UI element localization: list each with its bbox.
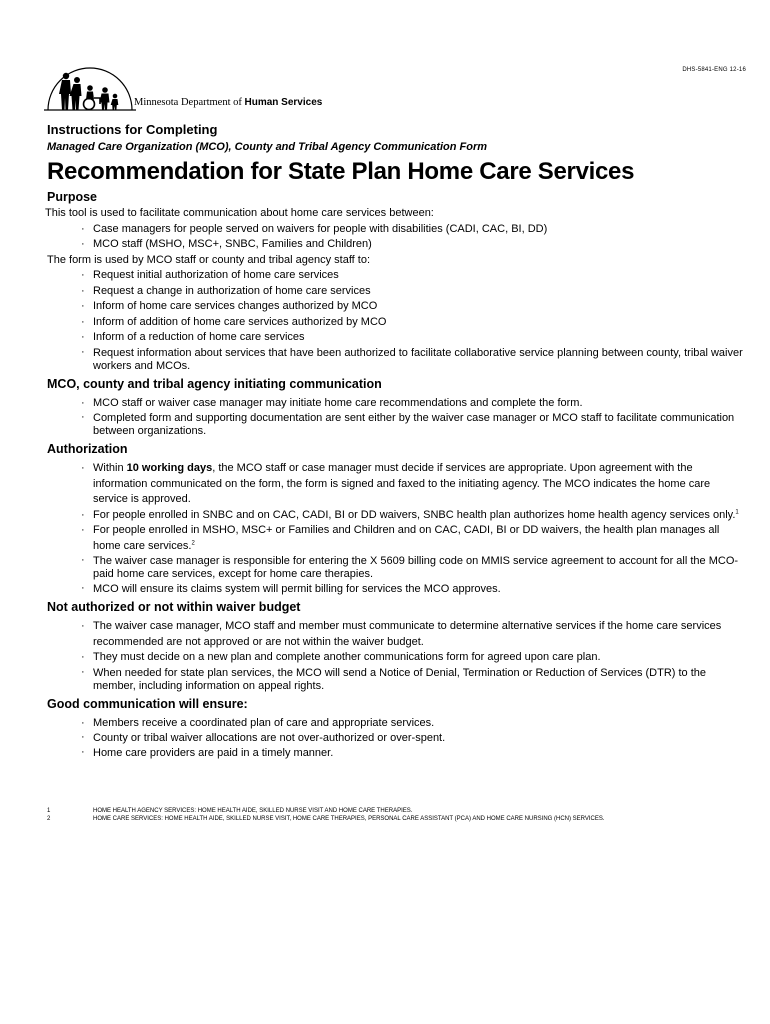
agency-name: Minnesota Department of Human Services — [134, 97, 323, 108]
list-item: · Inform of a reduction of home care services — [81, 330, 747, 346]
list-item: · Members receive a coordinated plan of care and appropriate services. — [81, 716, 747, 732]
list-item: · Within 10 working days, the MCO staff or case manager must decide if services are appropriate. Upon agreement with the information communicated on the form, the form is signed and faxed to the initiating agency. The MCO indicates the home care service is approved. — [81, 461, 747, 508]
list-item: · Request initial authorization of home care services — [81, 268, 747, 284]
purpose-intro: This tool is used to facilitate communication about home care services between: — [45, 207, 434, 219]
list-item: · They must decide on a new plan and complete another communications form for agreed upon care plan. — [81, 650, 747, 666]
list-item: · Inform of addition of home care services authorized by MCO — [81, 315, 747, 331]
footnotes — [47, 807, 747, 823]
not-authorized-list — [47, 619, 747, 694]
family-silhouette-icon — [44, 66, 136, 114]
list-item: · Completed form and supporting documentation are sent either by the waiver case manager or MCO staff to facilitate communication between organizations. — [81, 411, 747, 439]
list-item: · For people enrolled in MSHO, MSC+ or Families and Children and on CAC, CADI, BI or DD waivers, the health plan manages all home care services.$^2$ — [81, 523, 747, 554]
instructions-heading: Instructions for Completing — [47, 122, 218, 137]
initiating-list — [47, 396, 747, 440]
not-authorized-heading: Not authorized or not within waiver budget — [47, 600, 301, 614]
authorization-heading: Authorization — [47, 442, 128, 456]
list-item: · The waiver case manager is responsible for entering the X 5609 billing code on MMIS service agreement to account for all the MCO-paid home care services, except for home care therapies. — [81, 554, 747, 582]
purpose-used-intro: The form is used by MCO staff or county and tribal agency staff to: — [47, 253, 371, 266]
list-item: · Inform of home care services changes authorized by MCO — [81, 299, 747, 315]
footnote-number: 2 — [47, 816, 51, 822]
instructions-document — [47, 122, 747, 761]
between-list — [47, 222, 747, 253]
purpose-heading: Purpose — [47, 190, 98, 204]
footnote-number: 1 — [47, 808, 51, 814]
dhs-logo — [44, 66, 374, 116]
footnote — [47, 807, 747, 815]
list-item: · Case managers for people served on waivers for people with disabilities (CADI, CAC, BI, DD) — [81, 222, 747, 238]
footnote — [47, 815, 747, 823]
list-item: · For people enrolled in SNBC and on CAC, CADI, BI or DD waivers, SNBC health plan authorizes home health agency services only.$^1$ — [81, 508, 747, 524]
list-item: · MCO staff (MSHO, MSC+, SNBC, Families and Children) — [81, 237, 747, 253]
list-item: · MCO will ensure its claims system will permit billing for services the MCO approves. — [81, 582, 747, 597]
good-communication-heading: Good communication will ensure: — [47, 696, 248, 711]
initiating-heading: MCO, county and tribal agency initiating communication — [47, 376, 382, 391]
list-item: · Request information about services that have been authorized to facilitate collaborative service planning between county, tribal waiver workers and MCOs. — [81, 346, 747, 374]
authorization-list — [47, 461, 747, 597]
list-item: · Request a change in authorization of home care services — [81, 284, 747, 300]
list-item: · The waiver case manager, MCO staff and member must communicate to determine alternative services if the home care services recommended are not approved or are not within the waiver budget. — [81, 619, 747, 650]
list-item: · Home care providers are paid in a timely manner. — [81, 746, 747, 761]
list-item: · When needed for state plan services, the MCO will send a Notice of Denial, Termination or Reduction of Services (DTR) to the member, including information on appeal rights. — [81, 666, 747, 694]
uses-list — [47, 268, 747, 374]
list-item: · County or tribal waiver allocations are not over-authorized or over-spent. — [81, 731, 747, 746]
page-title: Recommendation for State Plan Home Care Services — [47, 158, 635, 185]
form-subtitle: Managed Care Organization (MCO), County and Tribal Agency Communication Form — [47, 141, 488, 153]
list-item: · MCO staff or waiver case manager may initiate home care recommendations and complete the form. — [81, 396, 747, 412]
footnote-text: HOME HEALTH AGENCY SERVICES: HOME HEALTH AIDE, SKILLED NURSE VISIT AND HOME CARE THERAPIES. — [93, 808, 413, 814]
form-number: DHS-5841-ENG 12-16 — [682, 67, 746, 73]
footnote-text: HOME CARE SERVICES: HOME HEALTH AIDE, SKILLED NURSE VISIT, HOME CARE THERAPIES, PERSONAL CARE ASSISTANT (PCA) AND HOME CARE NURSING (HCN) SERVICES. — [93, 816, 605, 822]
good-communication-list — [47, 716, 747, 762]
